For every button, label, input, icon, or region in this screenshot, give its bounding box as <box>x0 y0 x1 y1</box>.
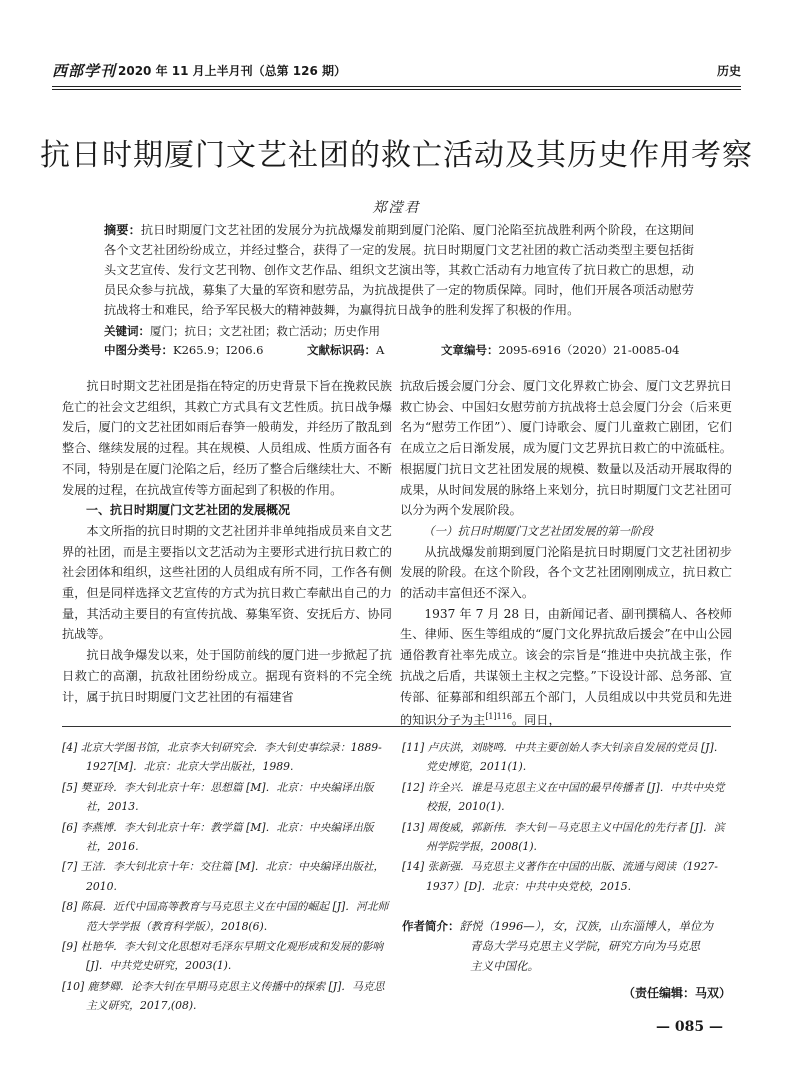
article-no-label: 文章编号： <box>441 343 499 357</box>
abstract-text: 抗日时期厦门文艺社团的发展分为抗战爆发前期到厦门沦陷、厦门沦陷至抗战胜利两个阶段，在这期间各个文艺社团纷纷成立，并经过整合，获得了一定的发展。抗日时期厦门文艺社团的救亡活动类型主要包括街头文艺宣传、发行文艺刊物、创作文艺作品、组织文艺演出等，其救亡活动有力地宣传了抗日救亡的思想，动员民众参与抗战，募集了大量的军资和慰劳品，为抗战提供了一定的物质保障。同时，他们开展各项活动慰劳抗战将士和难民，给予军民极大的精神鼓舞，为赢得抗日战争的胜利发挥了积极的作用。 <box>104 223 695 317</box>
reference-item: [4] 北京大学图书馆，北京李大钊研究会．李大钊史事综录：1889-1927[M]．北京：北京大学出版社，1989. <box>62 741 382 774</box>
references-right <box>402 738 732 897</box>
header-rule-thin <box>52 89 741 90</box>
bio-line: 主义中国化。 <box>470 959 539 973</box>
running-header <box>52 60 741 86</box>
references-left <box>62 738 392 1017</box>
doc-code-value: A <box>376 343 385 357</box>
body-left-column <box>62 376 392 707</box>
reference-item: [12] 许全兴．谁是马克思主义在中国的最早传播者 [J]．中共中央党校报，2010(1). <box>402 780 725 814</box>
reference-item: [8] 陈晨．近代中国高等教育与马克思主义在中国的崛起 [J]．河北师范大学学报（教育科学版），2018(6). <box>62 900 389 933</box>
keywords-label: 关键词： <box>104 324 150 338</box>
paragraph-text-end: 。同日， <box>511 713 561 728</box>
abstract-label: 摘要： <box>104 223 141 237</box>
reference-item: [13] 周俊威，郭新伟．李大钊－马克思主义中国化的先行者 [J]．滨州学院学报，2008(1). <box>402 820 725 854</box>
section-heading: 一、抗日时期厦门文艺社团的发展概况 <box>86 503 291 518</box>
bio-line: 舒悦（1996—），女，汉族，山东淄博人，单位为 <box>459 919 714 933</box>
paragraph: 抗敌后援会厦门分会、厦门文化界救亡协会、厦门文艺界抗日救亡协会、中国妇女慰劳前方抗战将士总会厦门分会（后来更名为“慰劳工作团”）、厦门诗歌会、厦门儿童救亡剧团，它们在成立之后日渐发展，成为厦门文艺界抗日救亡的中流砥柱。根据厦门抗日文艺社团发展的规模、数量以及活动开展取得的成果，从时间发展的脉络上来划分，抗日时期厦门文艺社团可以分为两个发展阶段。 <box>400 379 732 518</box>
article-title: 抗日时期厦门文艺社团的救亡活动及其历史作用考察 <box>40 138 753 173</box>
clc-row <box>104 341 263 359</box>
article-author: 郑滢君 <box>372 200 421 216</box>
keywords-text: 厦门；抗日；文艺社团；救亡活动；历史作用 <box>150 324 380 338</box>
paragraph: 抗日战争爆发以来，处于国防前线的厦门进一步掀起了抗日救亡的高潮，抗敌社团纷纷成立。据现有资料的不完全统计，属于抗日时期厦门文艺社团的有福建省 <box>62 648 392 704</box>
bio-label: 作者简介： <box>402 919 460 933</box>
body-right-column <box>400 376 732 731</box>
doc-code-label: 文献标识码： <box>307 343 376 357</box>
paragraph <box>400 604 732 731</box>
author-bio <box>402 916 742 976</box>
citation-marker: [1]116 <box>485 712 512 722</box>
journal-name: 西部学刊 <box>52 62 117 80</box>
reference-item: [10] 鹿梦卿．论李大钊在早期马克思主义传播中的探索 [J]．马克思主义研究，2017,(08). <box>62 979 385 1013</box>
paragraph: 抗日时期文艺社团是指在特定的历史背景下旨在挽救民族危亡的社会文艺组织，其救亡方式具有文艺性质。抗日战争爆发后，厦门的文艺社团如雨后春笋一般萌发，并经历了散乱到整合、继续发展的过程。其在规模、人员组成、性质方面各有不同，特别是在厦门沦陷之后，经历了整合后继续壮大、不断发展的过程，在抗战宣传等方面起到了积极的作用。 <box>62 379 392 497</box>
section-label: 历史 <box>716 64 741 78</box>
issue-info: 2020 年 11 月上半月刊（总第 126 期） <box>118 64 347 78</box>
abstract <box>104 220 694 320</box>
article-no-value: 2095-6916（2020）21-0085-04 <box>498 343 680 357</box>
subsection-heading: （一）抗日时期厦门文艺社团发展的第一阶段 <box>423 523 653 538</box>
doc-code-row <box>307 341 384 359</box>
reference-item: [6] 李燕博．李大钊北京十年：教学篇 [M]．北京：中央编译出版社，2016. <box>62 820 374 854</box>
article-no-row <box>441 341 680 359</box>
clc-value: K265.9；I206.6 <box>173 343 264 357</box>
reference-item: [11] 卢庆洪，刘晓鸣．中共主要创始人李大钊亲自发展的党员 [J]．党史博览，2011(1). <box>402 741 725 774</box>
header-rule <box>52 86 741 87</box>
editor-credit: （责任编辑：马双） <box>622 986 731 1000</box>
paragraph: 本文所指的抗日时期的文艺社团并非单纯指成员来自文艺界的社团，而是主要指以文艺活动为主要形式进行抗日救亡的社会团体和组织，这些社团的人员组成有所不同，工作各有侧重，但是同样选择文艺宣传的方式为抗日救亡奉献出自己的力量，其活动主要目的有宣传抗战、募集军资、安抚后方、协同抗战等。 <box>62 523 392 642</box>
reference-item: [5] 樊亚玲．李大钊北京十年：思想篇 [M]．北京：中央编译出版社，2013. <box>62 780 374 814</box>
page-number: — 085 — <box>656 1019 723 1035</box>
reference-item: [9] 杜艳华．李大钊文化思想对毛泽东早期文化观形成和发展的影响 [J]．中共党史研究，2003(1). <box>62 940 384 973</box>
bio-line: 青岛大学马克思主义学院，研究方向为马克思 <box>470 939 700 953</box>
keywords-row <box>104 322 380 340</box>
reference-item: [7] 王洁．李大钊北京十年：交往篇 [M]．北京：中央编译出版社，2010. <box>62 860 385 893</box>
paragraph-text: 1937 年 7 月 28 日，由新闻记者、副刊撰稿人、各校师生、律师、医生等组成的“厦门文化界抗敌后援会”在中山公园通俗教育社率先成立。该会的宗旨是“推进中央抗战主张，作抗战之后盾，共谋领土主权之完整。”下设设计部、总务部、宣传部、征募部和组织部五个部门，人员组成以中共党员和先进的知识分子为主 <box>400 606 732 728</box>
clc-label: 中图分类号： <box>104 343 173 357</box>
paragraph: 从抗战爆发前期到厦门沦陷是抗日时期厦门文艺社团初步发展的阶段。在这个阶段，各个文艺社团刚刚成立，抗日救亡的活动丰富但还不深入。 <box>400 544 732 601</box>
references-rule <box>62 726 731 727</box>
reference-item: [14] 张新强．马克思主义著作在中国的出版、流通与阅读（1927-1937）[D]．北京：中共中央党校，2015. <box>402 860 718 893</box>
